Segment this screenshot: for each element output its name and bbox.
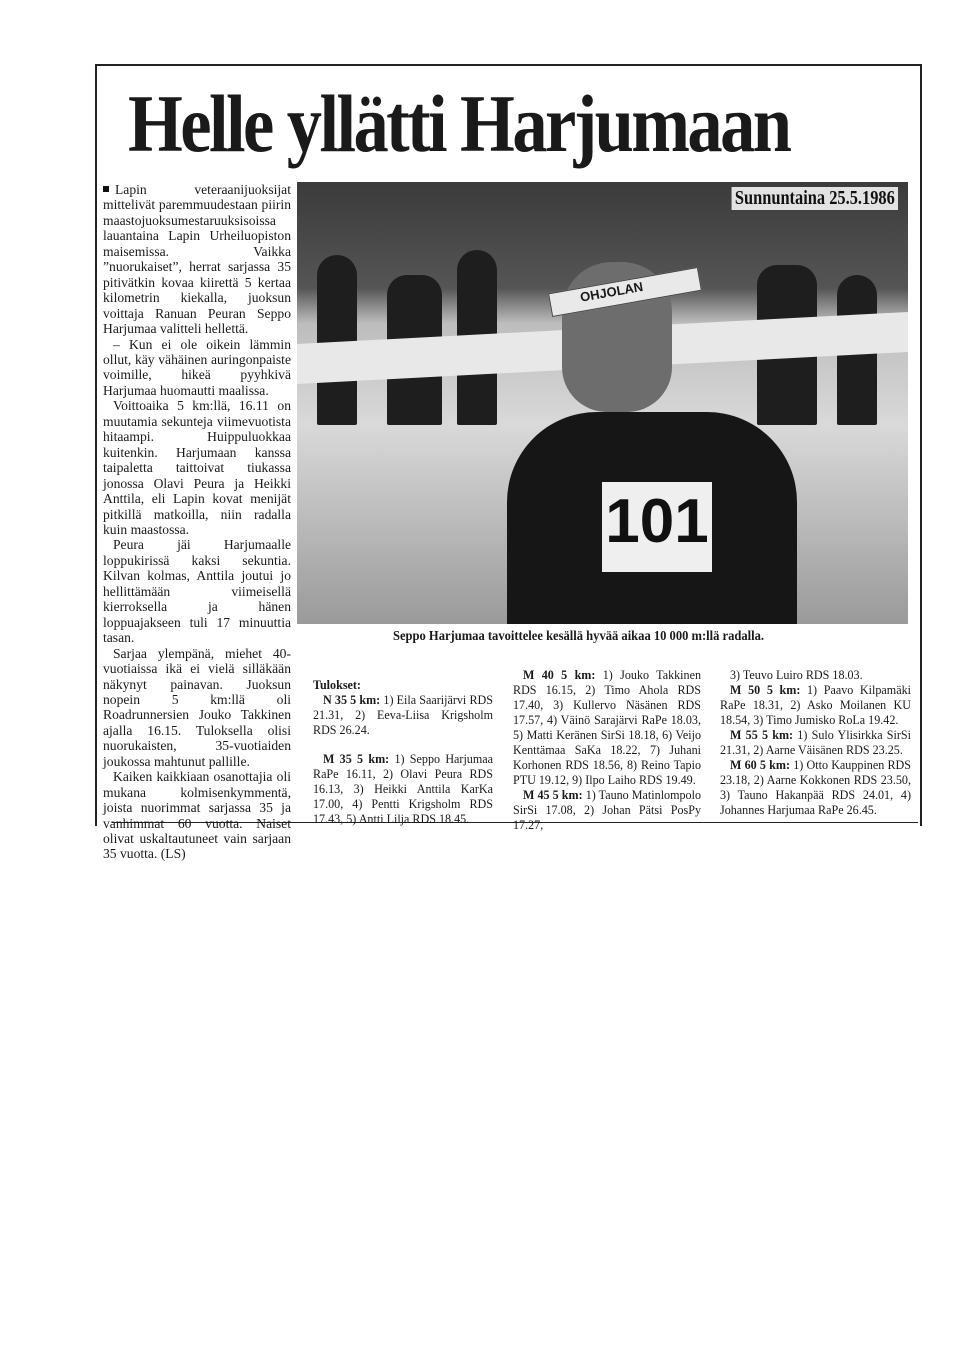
headline: Helle yllätti Harjumaan <box>128 78 790 169</box>
results-column-3 <box>720 668 911 818</box>
tree <box>317 255 357 425</box>
result-entry: 3) Teuvo Luiro RDS 18.03. <box>730 668 863 682</box>
result-entry: M 55 5 km: 1) Sulo Ylisirkka SirSi 21.31, 2) Aarne Väisänen RDS 23.25. <box>720 728 911 757</box>
lead-paragraph: Voittoaika 5 km:llä, 16.11 on muutamia sekunteja viimevuotista hitaampi. Huippuluokkaa kuitenkin. Harjumaan kanssa taipaletta taittoivat tiukassa jonossa Olavi Peura ja Heikki Anttila, eli Lapin kovat menijät pitkillä matkoilla, niin radalla kuin maastossa. <box>103 398 291 537</box>
result-entry: M 35 5 km: 1) Seppo Harjumaa RaPe 16.11, 2) Olavi Peura RDS 16.13, 3) Heikki Anttila KarKa 17.00, 4) Pentti Krigsholm RDS 17.43, 5) Antti Lilja RDS 18.45. <box>313 752 493 826</box>
runner-photo <box>297 182 908 624</box>
result-entry: M 40 5 km: 1) Jouko Takkinen RDS 16.15, 2) Timo Ahola RDS 17.40, 3) Kullervo Näsänen RDS 17.57, 4) Väinö Sarajärvi RaPe 18.03, 5) Matti Keränen SirSi 18.18, 6) Veijo Kenttämaa SaKa 18.22, 7) Juhani Korhonen RDS 18.56, 8) Reino Tapio PTU 19.12, 9) Ilpo Laiho RDS 19.49. <box>513 668 702 787</box>
lead-paragraph: Peura jäi Harjumaalle loppukirissä kaksi sekuntia. Kilvan kolmas, Anttila joutui jo hellittämään viimeisellä kierroksella ja hänen loppuajakseen tuli 17 minuuttia tasan. <box>103 537 291 646</box>
headband: OHJOLAN <box>548 267 702 317</box>
lead-paragraph: – Kun ei ole oikein lämmin ollut, käy vähäinen auringonpaiste voimille, hikeä pyyhkivä Harjumaa huomautti maalissa. <box>103 336 291 398</box>
lead-paragraph: Kaiken kaikkiaan osanottajia oli mukana kolmisenkymmentä, joista nuorimmat sarjassa 35 ja vanhimmat 60 vuotta. Naiset olivat uskaltautuneet vain sarjaan 35 vuotta. (LS) <box>103 769 291 862</box>
results-column-2 <box>513 668 701 833</box>
results-column-1 <box>313 678 493 827</box>
lead-text <box>103 182 291 862</box>
results-heading: Tulokset: <box>313 678 361 692</box>
result-entry: M 60 5 km: 1) Otto Kauppinen RDS 23.18, 2) Aarne Kokkonen RDS 23.50, 3) Tauno Hakanpää RDS 24.01, 4) Johannes Harjumaa RaPe 26.45. <box>720 758 911 817</box>
race-bib: 101 <box>602 482 712 572</box>
bullet-icon <box>103 186 109 192</box>
dateline: Sunnuntaina 25.5.1986 <box>731 187 898 210</box>
result-entry: M 50 5 km: 1) Paavo Kilpamäki RaPe 18.31, 2) Asko Moilanen KU 18.54, 3) Timo Jumisko RoLa 19.42. <box>720 683 911 727</box>
lead-paragraph: Sarjaa ylempänä, miehet 40-vuotiaissa ikä ei vielä silläkään näkynyt painavan. Juoksun nopein 5 km:llä oli Roadrunnersien Jouko Takkinen ajalla 16.15. Tuloksella olisi nuorukaisten, 35-vuotiaiden joukossa mahtunut pallille. <box>103 645 291 769</box>
result-entry: N 35 5 km: 1) Eila Saarijärvi RDS 21.31, 2) Eeva-Liisa Krigsholm RDS 26.24. <box>313 693 493 737</box>
result-entry: M 45 5 km: 1) Tauno Matinlompolo SirSi 17.08, 2) Johan Pätsi PosPy 17.27, <box>513 788 702 832</box>
lead-paragraph: Lapin veteraanijuoksijat mittelivät paremmuudestaan piirin maastojuoksumestaruuksisoissa lauantaina Lapin Urheiluopiston maisemissa. Vaikka ”nuorukaiset”, herrat sarjassa 35 pitivätkin kovaa kiirettä 5 kertaa kilometrin kiekalla, juoksun voittaja Ranuan Peuran Seppo Harjumaa valitteli hellettä. <box>103 182 291 337</box>
photo-caption: Seppo Harjumaa tavoittelee kesällä hyvää aikaa 10 000 m:llä radalla. <box>393 628 765 643</box>
